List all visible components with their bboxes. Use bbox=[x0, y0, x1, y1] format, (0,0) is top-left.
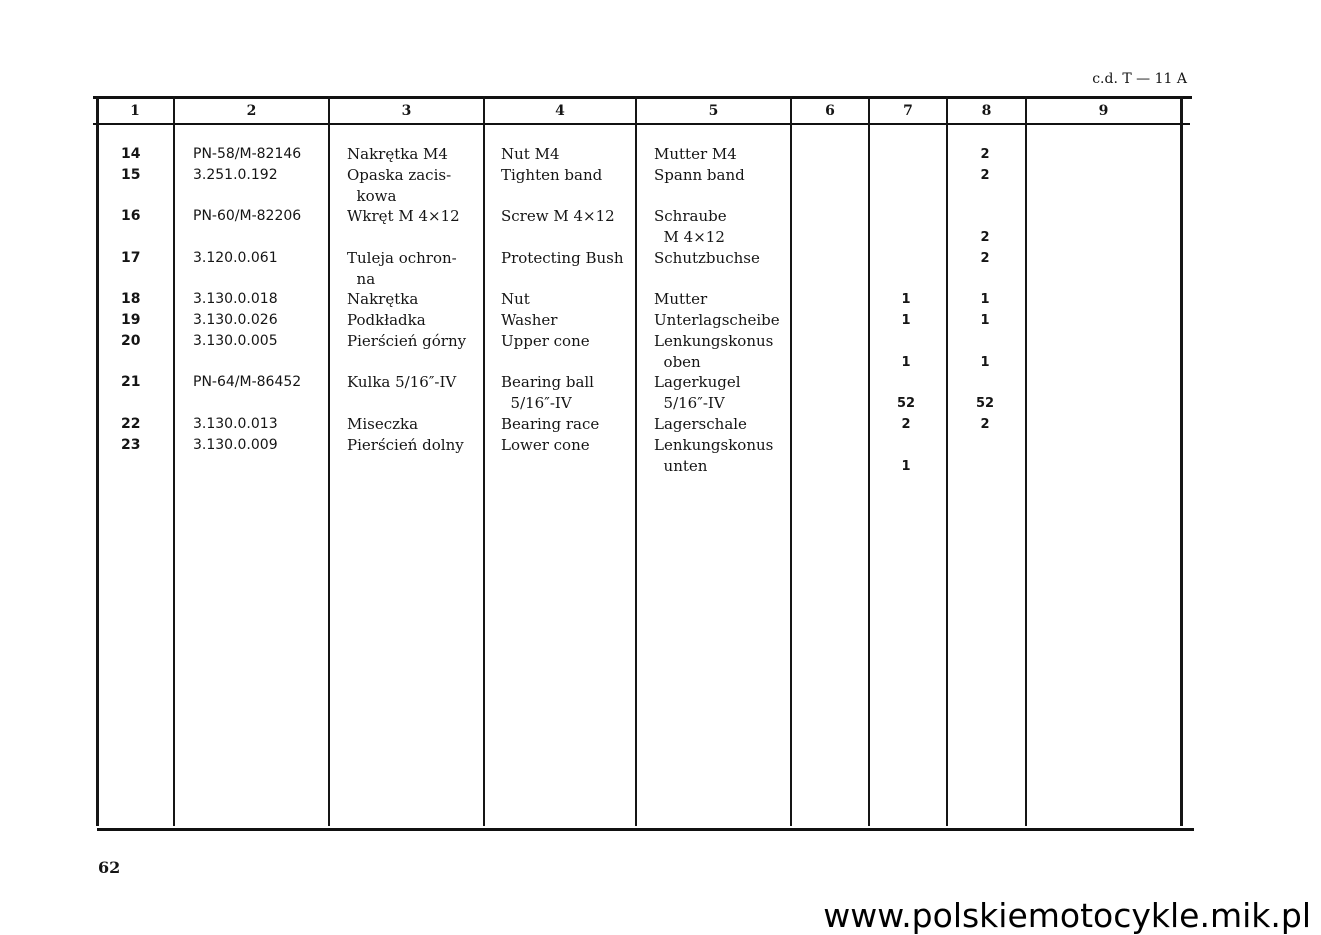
col-divider bbox=[1025, 96, 1027, 826]
name-polish: Tuleja ochron- na bbox=[347, 249, 457, 288]
quantity-col8: 2 bbox=[980, 251, 990, 266]
column-header-5: 5 bbox=[708, 103, 719, 119]
quantity-col7: 1 bbox=[901, 313, 911, 328]
name-english: Nut M4 bbox=[501, 145, 560, 163]
col-divider bbox=[868, 96, 870, 826]
watermark-url: www.polskiemotocykle.mik.pl bbox=[823, 896, 1311, 935]
parts-table bbox=[93, 96, 1194, 831]
name-polish: Nakrętka M4 bbox=[347, 145, 448, 163]
name-german: Schutzbuchse bbox=[654, 249, 760, 267]
row-number: 17 bbox=[121, 250, 141, 266]
name-english: Bearing race bbox=[501, 415, 600, 433]
row-number: 20 bbox=[121, 333, 141, 349]
name-german: Lagerschale bbox=[654, 415, 747, 433]
quantity-col8: 2 bbox=[980, 168, 990, 183]
column-header-3: 3 bbox=[401, 103, 412, 119]
quantity-col8: 2 bbox=[980, 147, 990, 162]
part-code: PN-60/M-82206 bbox=[193, 208, 302, 224]
name-polish: Wkręt M 4×12 bbox=[347, 207, 460, 225]
quantity-col7: 1 bbox=[901, 355, 911, 370]
part-code: 3.130.0.018 bbox=[193, 291, 278, 307]
name-german: Schraube M 4×12 bbox=[654, 207, 727, 246]
name-polish: Miseczka bbox=[347, 415, 419, 433]
column-header-2: 2 bbox=[246, 103, 257, 119]
name-polish: Podkładka bbox=[347, 311, 426, 329]
name-german: Spann band bbox=[654, 166, 745, 184]
quantity-col8: 52 bbox=[975, 396, 995, 411]
row-number: 22 bbox=[121, 416, 141, 432]
quantity-col7: 1 bbox=[901, 292, 911, 307]
part-code: 3.130.0.009 bbox=[193, 437, 278, 453]
row-number: 16 bbox=[121, 208, 141, 224]
column-header-7: 7 bbox=[903, 103, 913, 119]
continuation-label: c.d. T — 11 A bbox=[1092, 71, 1187, 87]
quantity-col7: 1 bbox=[901, 459, 911, 474]
part-code: PN-64/M-86452 bbox=[193, 374, 302, 390]
name-german: Unterlagscheibe bbox=[654, 311, 780, 329]
name-german: Lagerkugel 5/16″-IV bbox=[654, 373, 741, 412]
name-polish: Opaska zacis- kowa bbox=[347, 166, 452, 205]
col-divider bbox=[328, 96, 330, 826]
column-header-8: 8 bbox=[981, 103, 992, 119]
row-number: 15 bbox=[121, 167, 141, 183]
name-polish: Pierścień dolny bbox=[347, 436, 464, 454]
row-number: 19 bbox=[121, 312, 141, 328]
table-top-border bbox=[93, 96, 1192, 99]
name-english: Lower cone bbox=[501, 436, 590, 454]
name-english: Screw M 4×12 bbox=[501, 207, 615, 225]
name-english: Tighten band bbox=[501, 166, 603, 184]
part-code: 3.130.0.026 bbox=[193, 312, 278, 328]
name-english: Nut bbox=[501, 290, 530, 308]
quantity-col8: 1 bbox=[980, 313, 990, 328]
column-header-6: 6 bbox=[825, 103, 835, 119]
name-german: Lenkungskonus oben bbox=[654, 332, 774, 371]
name-polish: Kulka 5/16″-IV bbox=[347, 373, 457, 391]
name-english: Protecting Bush bbox=[501, 249, 624, 267]
col-divider bbox=[790, 96, 792, 826]
row-number: 18 bbox=[121, 291, 141, 307]
quantity-col8: 2 bbox=[980, 417, 990, 432]
column-header-1: 1 bbox=[130, 103, 140, 119]
name-polish: Nakrętka bbox=[347, 290, 419, 308]
part-code: 3.130.0.013 bbox=[193, 416, 278, 432]
name-german: Lenkungskonus unten bbox=[654, 436, 774, 475]
col-divider bbox=[1180, 96, 1183, 826]
quantity-col8: 2 bbox=[980, 230, 990, 245]
column-header-9: 9 bbox=[1098, 103, 1109, 119]
name-polish: Pierścień górny bbox=[347, 332, 467, 350]
quantity-col8: 1 bbox=[980, 355, 990, 370]
row-number: 14 bbox=[121, 146, 141, 162]
table-bottom-border bbox=[97, 828, 1194, 831]
row-number: 23 bbox=[121, 437, 141, 453]
name-english: Washer bbox=[501, 311, 558, 329]
name-german: Mutter M4 bbox=[654, 145, 737, 163]
col-divider bbox=[635, 96, 637, 826]
col-divider bbox=[483, 96, 485, 826]
column-header-4: 4 bbox=[555, 103, 565, 119]
part-code: 3.251.0.192 bbox=[193, 167, 278, 183]
page-number: 62 bbox=[98, 858, 121, 877]
col-divider bbox=[173, 96, 175, 826]
name-english: Bearing ball 5/16″-IV bbox=[501, 373, 594, 412]
col-divider bbox=[96, 96, 99, 826]
part-code: 3.120.0.061 bbox=[193, 250, 278, 266]
quantity-col7: 52 bbox=[896, 396, 916, 411]
name-english: Upper cone bbox=[501, 332, 590, 350]
quantity-col8: 1 bbox=[980, 292, 990, 307]
row-number: 21 bbox=[121, 374, 141, 390]
name-german: Mutter bbox=[654, 290, 708, 308]
col-divider bbox=[946, 96, 948, 826]
quantity-col7: 2 bbox=[901, 417, 911, 432]
part-code: 3.130.0.005 bbox=[193, 333, 278, 349]
part-code: PN-58/M-82146 bbox=[193, 146, 302, 162]
